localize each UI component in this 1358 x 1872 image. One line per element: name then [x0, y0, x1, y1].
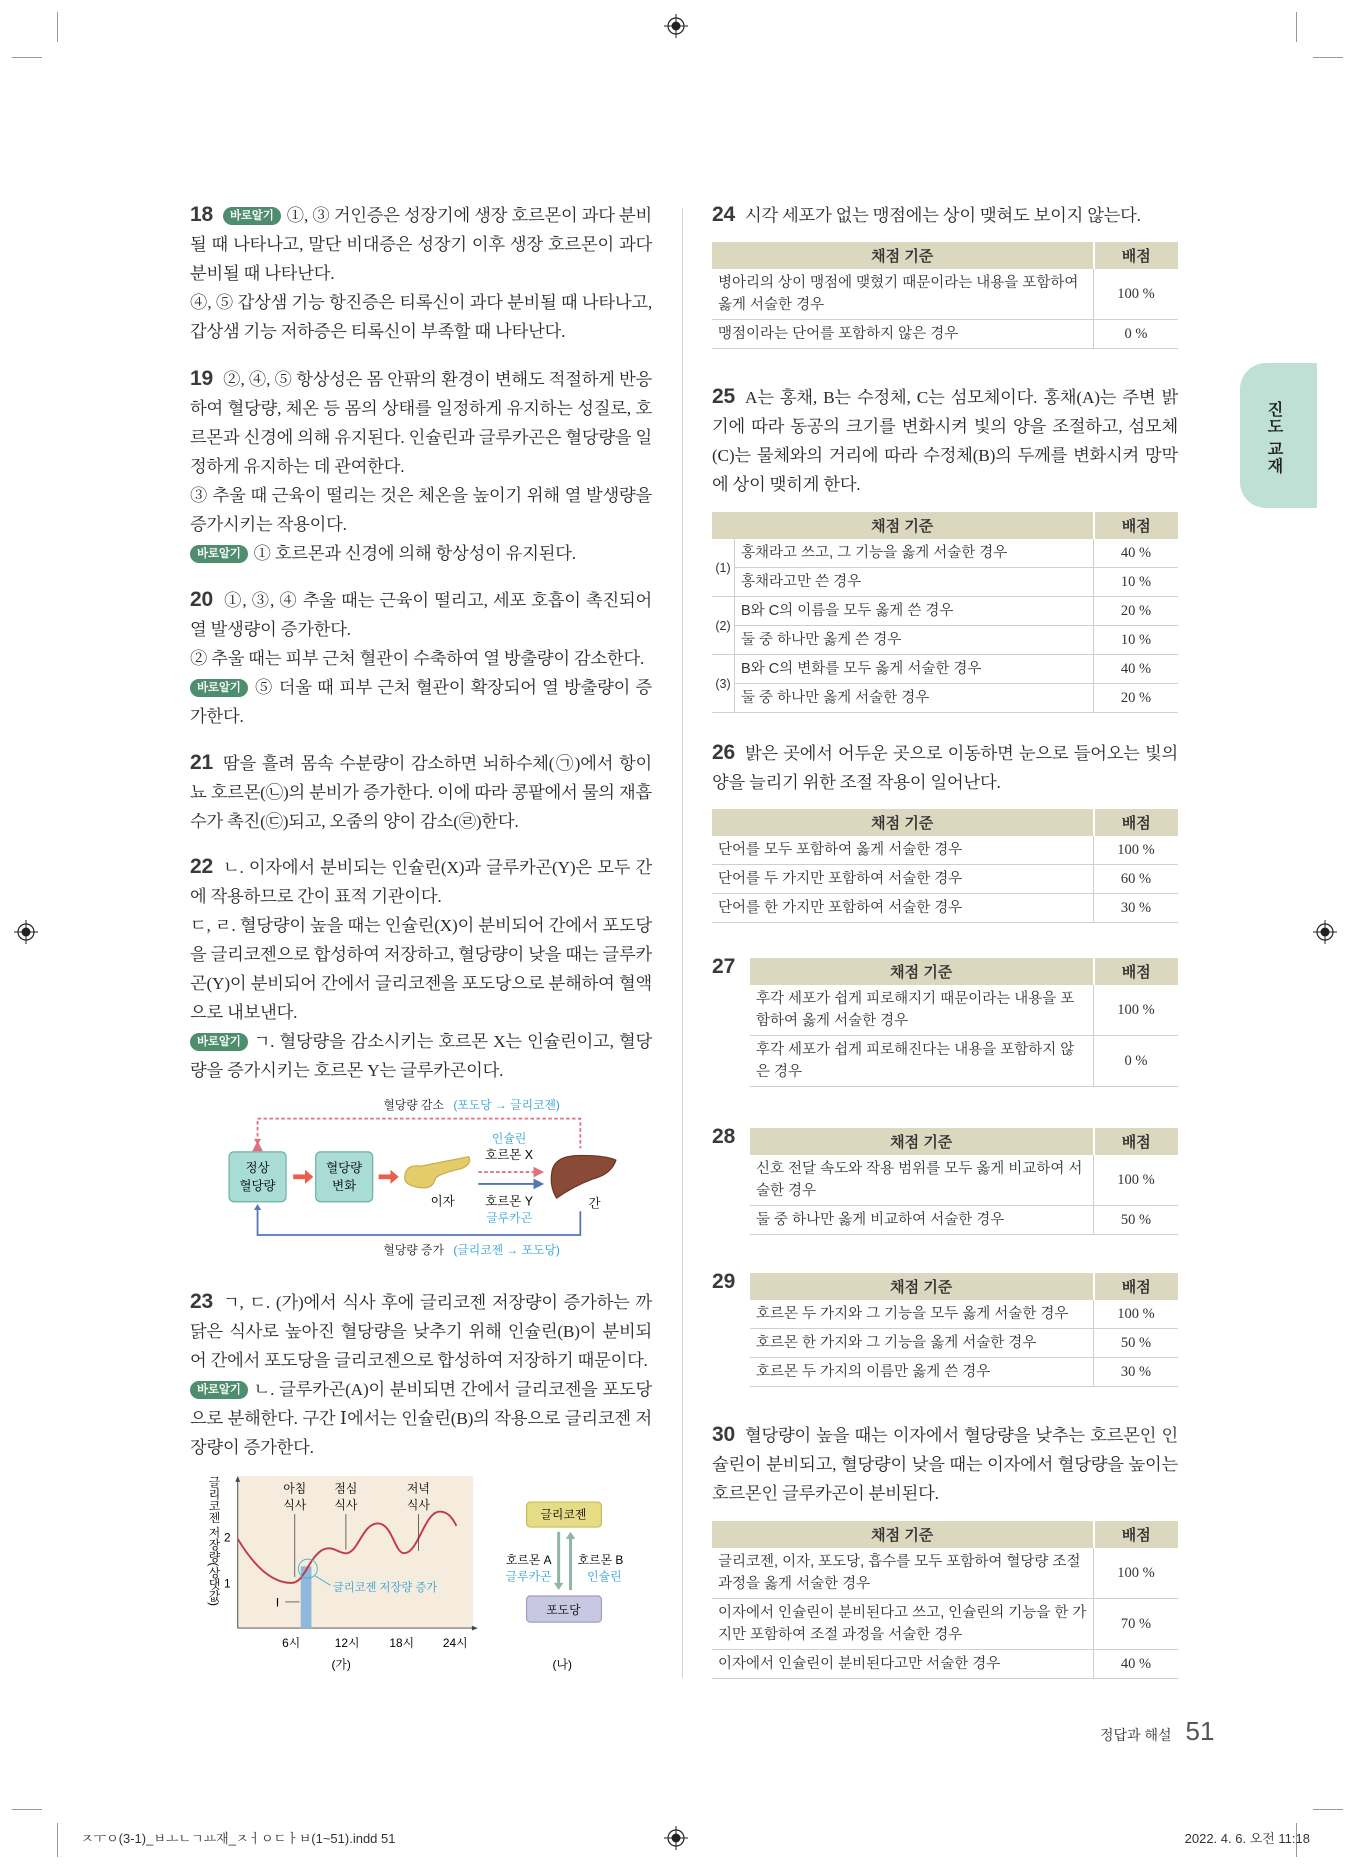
criteria-cell: B와 C의 이름을 모두 옳게 쓴 경우: [735, 597, 1094, 626]
answer-18: [190, 200, 652, 346]
answer-20: [190, 585, 652, 731]
correct-understanding-badge: 바로알기: [190, 1033, 248, 1051]
insulin-label: 인슐린: [587, 1569, 622, 1584]
caption-a: (가): [331, 1657, 351, 1672]
sub-question-label: (1): [712, 539, 735, 597]
criteria-cell: 맹점이라는 단어를 포함하지 않은 경우: [712, 320, 1094, 349]
question-number: 21: [190, 751, 213, 774]
score-cell: 0 %: [1094, 1036, 1179, 1087]
question-number: 20: [190, 588, 213, 611]
score-cell: 100 %: [1094, 1548, 1179, 1599]
table-row: [712, 320, 1178, 349]
table-row: [750, 1036, 1178, 1087]
score-cell: 30 %: [1094, 1358, 1179, 1387]
table-row: [712, 269, 1178, 320]
arrow-icon: [305, 1170, 313, 1184]
liver-label: 간: [588, 1196, 601, 1211]
question-number: 24: [712, 203, 735, 226]
criteria-cell: 둘 중 하나만 옳게 서술한 경우: [735, 684, 1094, 713]
answer-21: [190, 748, 652, 836]
crop-mark: [57, 12, 58, 42]
top-label: 혈당량 감소: [383, 1098, 444, 1113]
criteria-cell: 단어를 두 가지만 포함하여 서술한 경우: [712, 865, 1094, 894]
question-number: 23: [190, 1290, 213, 1313]
answer-25: [712, 382, 1178, 499]
answer-text: A는 홍채, B는 수정체, C는 섬모체이다. 홍채(A)는 주변 밝기에 따라 동공의 크기를 변화시켜 빛의 양을 조절하고, 섬모체(C)는 물체와의 거리에 따라 수정체(B)의 두께를 변화시켜 망막에 상이 맺히게 한다.: [712, 388, 1178, 494]
table-row: [712, 684, 1178, 713]
slug-filename: ㅈㅜㅇ(3-1)_ㅂㅗㄴㄱㅛ재_ㅈㅓㅇㄷㅏㅂ(1~51).indd 51: [81, 1831, 396, 1846]
question-number: 22: [190, 855, 213, 878]
criteria-header: 채점 기준: [750, 1273, 1094, 1300]
top-note: (포도당 → 글리코젠): [453, 1098, 560, 1113]
question-number: 26: [712, 741, 735, 764]
criteria-cell: 신호 전달 속도와 작용 범위를 모두 옳게 비교하여 서술한 경우: [750, 1155, 1094, 1206]
table-row: [712, 894, 1178, 923]
sub-question-label: (2): [712, 597, 735, 655]
question-number: 30: [712, 1423, 735, 1446]
scoring-table-30: [712, 1521, 1178, 1679]
score-cell: 40 %: [1094, 539, 1179, 568]
table-row: [750, 1300, 1178, 1329]
hormone-a-label: 호르몬 A: [505, 1552, 552, 1567]
score-cell: 50 %: [1094, 1206, 1179, 1235]
question-number: 27: [712, 955, 736, 978]
page-footer: [1100, 1716, 1214, 1747]
answer-text: 혈당량이 높을 때는 이자에서 혈당량을 낮추는 호르몬인 인슐린이 분비되고, 혈당량이 낮을 때는 이자에서 혈당량을 높이는 호르몬인 글루카곤이 분비된다.: [712, 1426, 1178, 1503]
score-header: 배점: [1094, 1521, 1179, 1548]
answer-28: [712, 1125, 745, 1149]
table-row: [712, 1548, 1178, 1599]
table-row: [712, 626, 1178, 655]
answer-text: ② 추울 때는 피부 근처 혈관이 수축하여 열 방출량이 감소한다.: [190, 649, 645, 668]
scoring-table-27: [750, 958, 1178, 1087]
score-cell: 10 %: [1094, 626, 1179, 655]
answer-27: [712, 955, 745, 979]
sub-question-label: (3): [712, 655, 735, 713]
score-header: 배점: [1094, 1128, 1179, 1155]
x-tick: 6시: [282, 1636, 301, 1651]
question-number: 25: [712, 385, 735, 408]
table-row: [712, 1599, 1178, 1650]
x-tick: 12시: [334, 1636, 360, 1651]
scoring-table-26: [712, 809, 1178, 923]
answer-text: 땀을 흘려 몸속 수분량이 감소하면 뇌하수체(㉠)에서 항이뇨 호르몬(㉡)의 분비가 증가한다. 이에 따라 콩팥에서 물의 재흡수가 촉진(㉢)되고, 오줌의 양이 감소(㉣)한다.: [190, 754, 652, 831]
annotation: 글리코젠 저장량 증가: [332, 1582, 438, 1595]
score-cell: 100 %: [1094, 985, 1179, 1036]
answer-text: ③ 추울 때 근육이 떨리는 것은 체온을 높이기 위해 열 발생량을 증가시키는 작용이다.: [190, 486, 652, 534]
answer-text: ㄱ, ㄷ. (가)에서 식사 후에 글리코젠 저장량이 증가하는 까닭은 식사로 높아진 혈당량을 낮추기 위해 인슐린(B)이 분비되어 간에서 포도당을 글리코젠으로 합성하여 저장하기 때문이다.: [190, 1293, 652, 1370]
score-cell: 20 %: [1094, 597, 1179, 626]
answer-text: ⑤ 더울 때 피부 근처 혈관이 확장되어 열 방출량이 증가한다.: [190, 678, 652, 726]
correct-understanding-badge: 바로알기: [190, 1381, 248, 1399]
score-cell: 40 %: [1094, 1650, 1179, 1679]
crop-mark: [12, 1809, 42, 1810]
criteria-cell: 단어를 모두 포함하여 옳게 서술한 경우: [712, 836, 1094, 865]
criteria-cell: 이자에서 인슐린이 분비된다고만 서술한 경우: [712, 1650, 1094, 1679]
table-row: [750, 985, 1178, 1036]
registration-mark-icon: [664, 1826, 688, 1850]
bottom-note: (글리코젠 → 포도당): [453, 1242, 560, 1257]
criteria-header: 채점 기준: [712, 242, 1094, 269]
criteria-cell: 병아리의 상이 맹점에 맺혔기 때문이라는 내용을 포함하여 옳게 서술한 경우: [712, 269, 1094, 320]
insulin-label: 인슐린: [491, 1131, 527, 1146]
scoring-table-28: [750, 1128, 1178, 1235]
score-cell: 10 %: [1094, 568, 1179, 597]
glucose-label: 포도당: [546, 1602, 581, 1617]
criteria-header: 채점 기준: [712, 809, 1094, 836]
meal-label: 저녁: [406, 1481, 430, 1496]
score-cell: 60 %: [1094, 865, 1179, 894]
answer-19: [190, 364, 652, 568]
criteria-cell: B와 C의 변화를 모두 옳게 서술한 경우: [735, 655, 1094, 684]
score-cell: 100 %: [1094, 836, 1179, 865]
crop-mark: [12, 57, 42, 58]
meal-label: 식사: [406, 1498, 430, 1513]
hormone-x-label: 호르몬 X: [485, 1148, 534, 1163]
criteria-cell: 홍채라고 쓰고, 그 기능을 옳게 서술한 경우: [735, 539, 1094, 568]
meal-label: 아침: [283, 1481, 307, 1496]
score-cell: 100 %: [1094, 1155, 1179, 1206]
scoring-table: [712, 809, 1178, 923]
answer-text: ②, ④, ⑤ 항상성은 몸 안팎의 환경이 변해도 적절하게 반응하여 혈당량, 체온 등 몸의 상태를 일정하게 유지하는 성질로, 호르몬과 신경에 의해 유지된다. 인슐린과 글루카곤은 혈당량을 일정하게 유지하는 데 관여한다.: [190, 370, 652, 476]
scoring-table: [712, 512, 1178, 713]
box-label: 변화: [332, 1178, 357, 1193]
answer-29: [712, 1270, 745, 1294]
question-number: 29: [712, 1270, 736, 1293]
interval-label: Ⅰ: [275, 1595, 280, 1610]
y-tick: 1: [224, 1576, 231, 1591]
criteria-header: 채점 기준: [712, 1521, 1094, 1548]
score-cell: 40 %: [1094, 655, 1179, 684]
criteria-cell: 단어를 한 가지만 포함하여 서술한 경우: [712, 894, 1094, 923]
criteria-header: 채점 기준: [712, 512, 1094, 539]
arrow-icon: [390, 1170, 398, 1184]
page-number: 51: [1185, 1716, 1215, 1746]
criteria-cell: 호르몬 두 가지와 그 기능을 모두 옳게 서술한 경우: [750, 1300, 1094, 1329]
answer-text: 시각 세포가 없는 맹점에는 상이 맺혀도 보이지 않는다.: [744, 206, 1141, 225]
score-cell: 0 %: [1094, 320, 1179, 349]
registration-mark-icon: [14, 920, 38, 944]
table-row: [750, 1155, 1178, 1206]
score-cell: 50 %: [1094, 1329, 1179, 1358]
scoring-table: [712, 1521, 1178, 1679]
correct-understanding-badge: 바로알기: [223, 207, 281, 225]
table-row: [750, 1329, 1178, 1358]
table-row: [712, 568, 1178, 597]
criteria-cell: 둘 중 하나만 옳게 비교하여 서술한 경우: [750, 1206, 1094, 1235]
caption-b: (나): [552, 1657, 572, 1672]
table-row: [750, 1358, 1178, 1387]
hormone-b-label: 호르몬 B: [577, 1552, 624, 1567]
table-row: [712, 655, 1178, 684]
normal-blood-sugar-box: [229, 1152, 286, 1202]
score-cell: 20 %: [1094, 684, 1179, 713]
glucagon-label: 글루카곤: [486, 1210, 533, 1225]
criteria-cell: 후각 세포가 쉽게 피로해지기 때문이라는 내용을 포함하여 옳게 서술한 경우: [750, 985, 1094, 1036]
correct-understanding-badge: 바로알기: [190, 545, 248, 563]
pancreas-icon: [405, 1157, 470, 1188]
criteria-cell: 홍채라고만 쓴 경우: [735, 568, 1094, 597]
scoring-table: [712, 242, 1178, 349]
scoring-table: [750, 1273, 1178, 1387]
slug-date: 2022. 4. 6. 오전 11:18: [1184, 1831, 1310, 1846]
table-row: [712, 539, 1178, 568]
score-header: 배점: [1094, 512, 1179, 539]
criteria-header: 채점 기준: [750, 1128, 1094, 1155]
score-cell: 100 %: [1094, 1300, 1179, 1329]
down-arrow-icon: [554, 1583, 564, 1590]
table-row: [750, 1206, 1178, 1235]
table-row: [712, 865, 1178, 894]
criteria-cell: 글리코젠, 이자, 포도당, 흡수를 모두 포함하여 혈당량 조절 과정을 옳게 서술한 경우: [712, 1548, 1094, 1599]
answer-22: [190, 852, 652, 1085]
box-label: 혈당량: [239, 1178, 276, 1193]
score-cell: 30 %: [1094, 894, 1179, 923]
table-row: [712, 1650, 1178, 1679]
answer-23: [190, 1287, 652, 1462]
score-cell: 100 %: [1094, 269, 1179, 320]
question-number: 18: [190, 203, 213, 226]
crop-mark: [57, 1823, 58, 1857]
x-tick: 24시: [442, 1636, 468, 1651]
table-row: [712, 836, 1178, 865]
decrease-path: [258, 1119, 581, 1149]
answer-text: ①, ③ 거인증은 성장기에 생장 호르몬이 과다 분비될 때 나타나고, 말단 비대증은 성장기 이후 생장 호르몬이 과다 분비될 때 나타난다.: [190, 206, 652, 283]
score-header: 배점: [1094, 809, 1179, 836]
scoring-table: [750, 958, 1178, 1087]
table-row: [712, 597, 1178, 626]
liver-icon: [551, 1155, 616, 1198]
answer-text: ①, ③, ④ 추울 때는 근육이 떨리고, 세포 호흡이 촉진되어 열 발생량이 증가한다.: [190, 591, 652, 639]
box-label: 혈당량: [326, 1161, 363, 1176]
answer-text: ㄴ. 글루카곤(A)이 분비되면 간에서 글리코젠을 포도당으로 분해한다. 구간 Ⅰ에서는 인슐린(B)의 작용으로 글리코젠 저장량이 증가한다.: [190, 1380, 652, 1457]
glucagon-label: 글루카곤: [505, 1569, 552, 1584]
crop-mark: [1296, 12, 1297, 42]
answer-30: [712, 1420, 1178, 1508]
criteria-cell: 후각 세포가 쉽게 피로해진다는 내용을 포함하지 않은 경우: [750, 1036, 1094, 1087]
score-header: 배점: [1094, 958, 1179, 985]
answer-24: [712, 200, 1178, 230]
correct-understanding-badge: 바로알기: [190, 679, 248, 697]
scoring-table: [750, 1128, 1178, 1235]
score-header: 배점: [1094, 1273, 1179, 1300]
answer-text: ① 호르몬과 신경에 의해 항상성이 유지된다.: [253, 544, 576, 563]
answer-text: ④, ⑤ 갑상샘 기능 항진증은 티록신이 과다 분비될 때 나타나고, 갑상샘 기능 저하증은 티록신이 부족할 때 나타난다.: [190, 293, 652, 341]
box-label: 정상: [245, 1161, 270, 1176]
answer-text: ㄴ. 이자에서 분비되는 인슐린(X)과 글루카곤(Y)은 모두 간에 작용하므로 간이 표적 기관이다.: [190, 858, 652, 906]
up-arrow-icon: [566, 1532, 576, 1539]
answer-text: ㄷ, ㄹ. 혈당량이 높을 때는 인슐린(X)이 분비되어 간에서 포도당을 글리코젠으로 합성하여 저장하고, 혈당량이 낮을 때는 글루카곤(Y)이 분비되어 간에서 글리코젠을 포도당으로 분해하여 혈액으로 내보낸다.: [190, 916, 652, 1022]
glycogen-label: 글리코젠: [540, 1507, 587, 1522]
criteria-cell: 호르몬 두 가지의 이름만 옳게 쓴 경우: [750, 1358, 1094, 1387]
answer-text: 밝은 곳에서 어두운 곳으로 이동하면 눈으로 들어오는 빛의 양을 늘리기 위한 조절 작용이 일어난다.: [712, 744, 1178, 792]
score-header: 배점: [1094, 242, 1179, 269]
y-tick: 2: [224, 1530, 231, 1545]
y-axis-label: 글리코젠 저장량(상댓값): [206, 1475, 221, 1606]
question-number: 28: [712, 1125, 736, 1148]
section-title: 정답과 해설: [1100, 1727, 1172, 1743]
glycogen-figure: [196, 1470, 642, 1678]
crop-mark: [1313, 1809, 1343, 1810]
question-number: 19: [190, 367, 213, 390]
pancreas-label: 이자: [430, 1194, 455, 1209]
scoring-table-29: [750, 1273, 1178, 1387]
scoring-table-24: [712, 242, 1178, 349]
answer-text: ㄱ. 혈당량을 감소시키는 호르몬 X는 인슐린이고, 혈당량을 증가시키는 호르몬 Y는 글루카곤이다.: [190, 1032, 652, 1080]
criteria-cell: 둘 중 하나만 옳게 쓴 경우: [735, 626, 1094, 655]
hormone-y-label: 호르몬 Y: [485, 1194, 534, 1209]
blood-sugar-regulation-diagram: [220, 1089, 625, 1267]
meal-label: 점심: [334, 1481, 358, 1496]
criteria-cell: 호르몬 한 가지와 그 기능을 옳게 서술한 경우: [750, 1329, 1094, 1358]
score-cell: 70 %: [1094, 1599, 1179, 1650]
x-tick: 18시: [389, 1636, 415, 1651]
meal-label: 식사: [334, 1498, 358, 1513]
crop-mark: [1313, 57, 1343, 58]
meal-label: 식사: [283, 1498, 307, 1513]
answer-26: [712, 738, 1178, 797]
side-tab-label: 진도 교재: [1265, 401, 1282, 475]
column-divider: [682, 208, 683, 1678]
bottom-label: 혈당량 증가: [383, 1242, 444, 1257]
registration-mark-icon: [664, 14, 688, 38]
scoring-table-25: [712, 512, 1178, 713]
registration-mark-icon: [1313, 920, 1337, 944]
blood-sugar-change-box: [316, 1152, 373, 1202]
criteria-header: 채점 기준: [750, 958, 1094, 985]
side-tab: [1240, 363, 1317, 508]
criteria-cell: 이자에서 인슐린이 분비된다고 쓰고, 인슐린의 기능을 한 가지만 포함하여 조절 과정을 서술한 경우: [712, 1599, 1094, 1650]
